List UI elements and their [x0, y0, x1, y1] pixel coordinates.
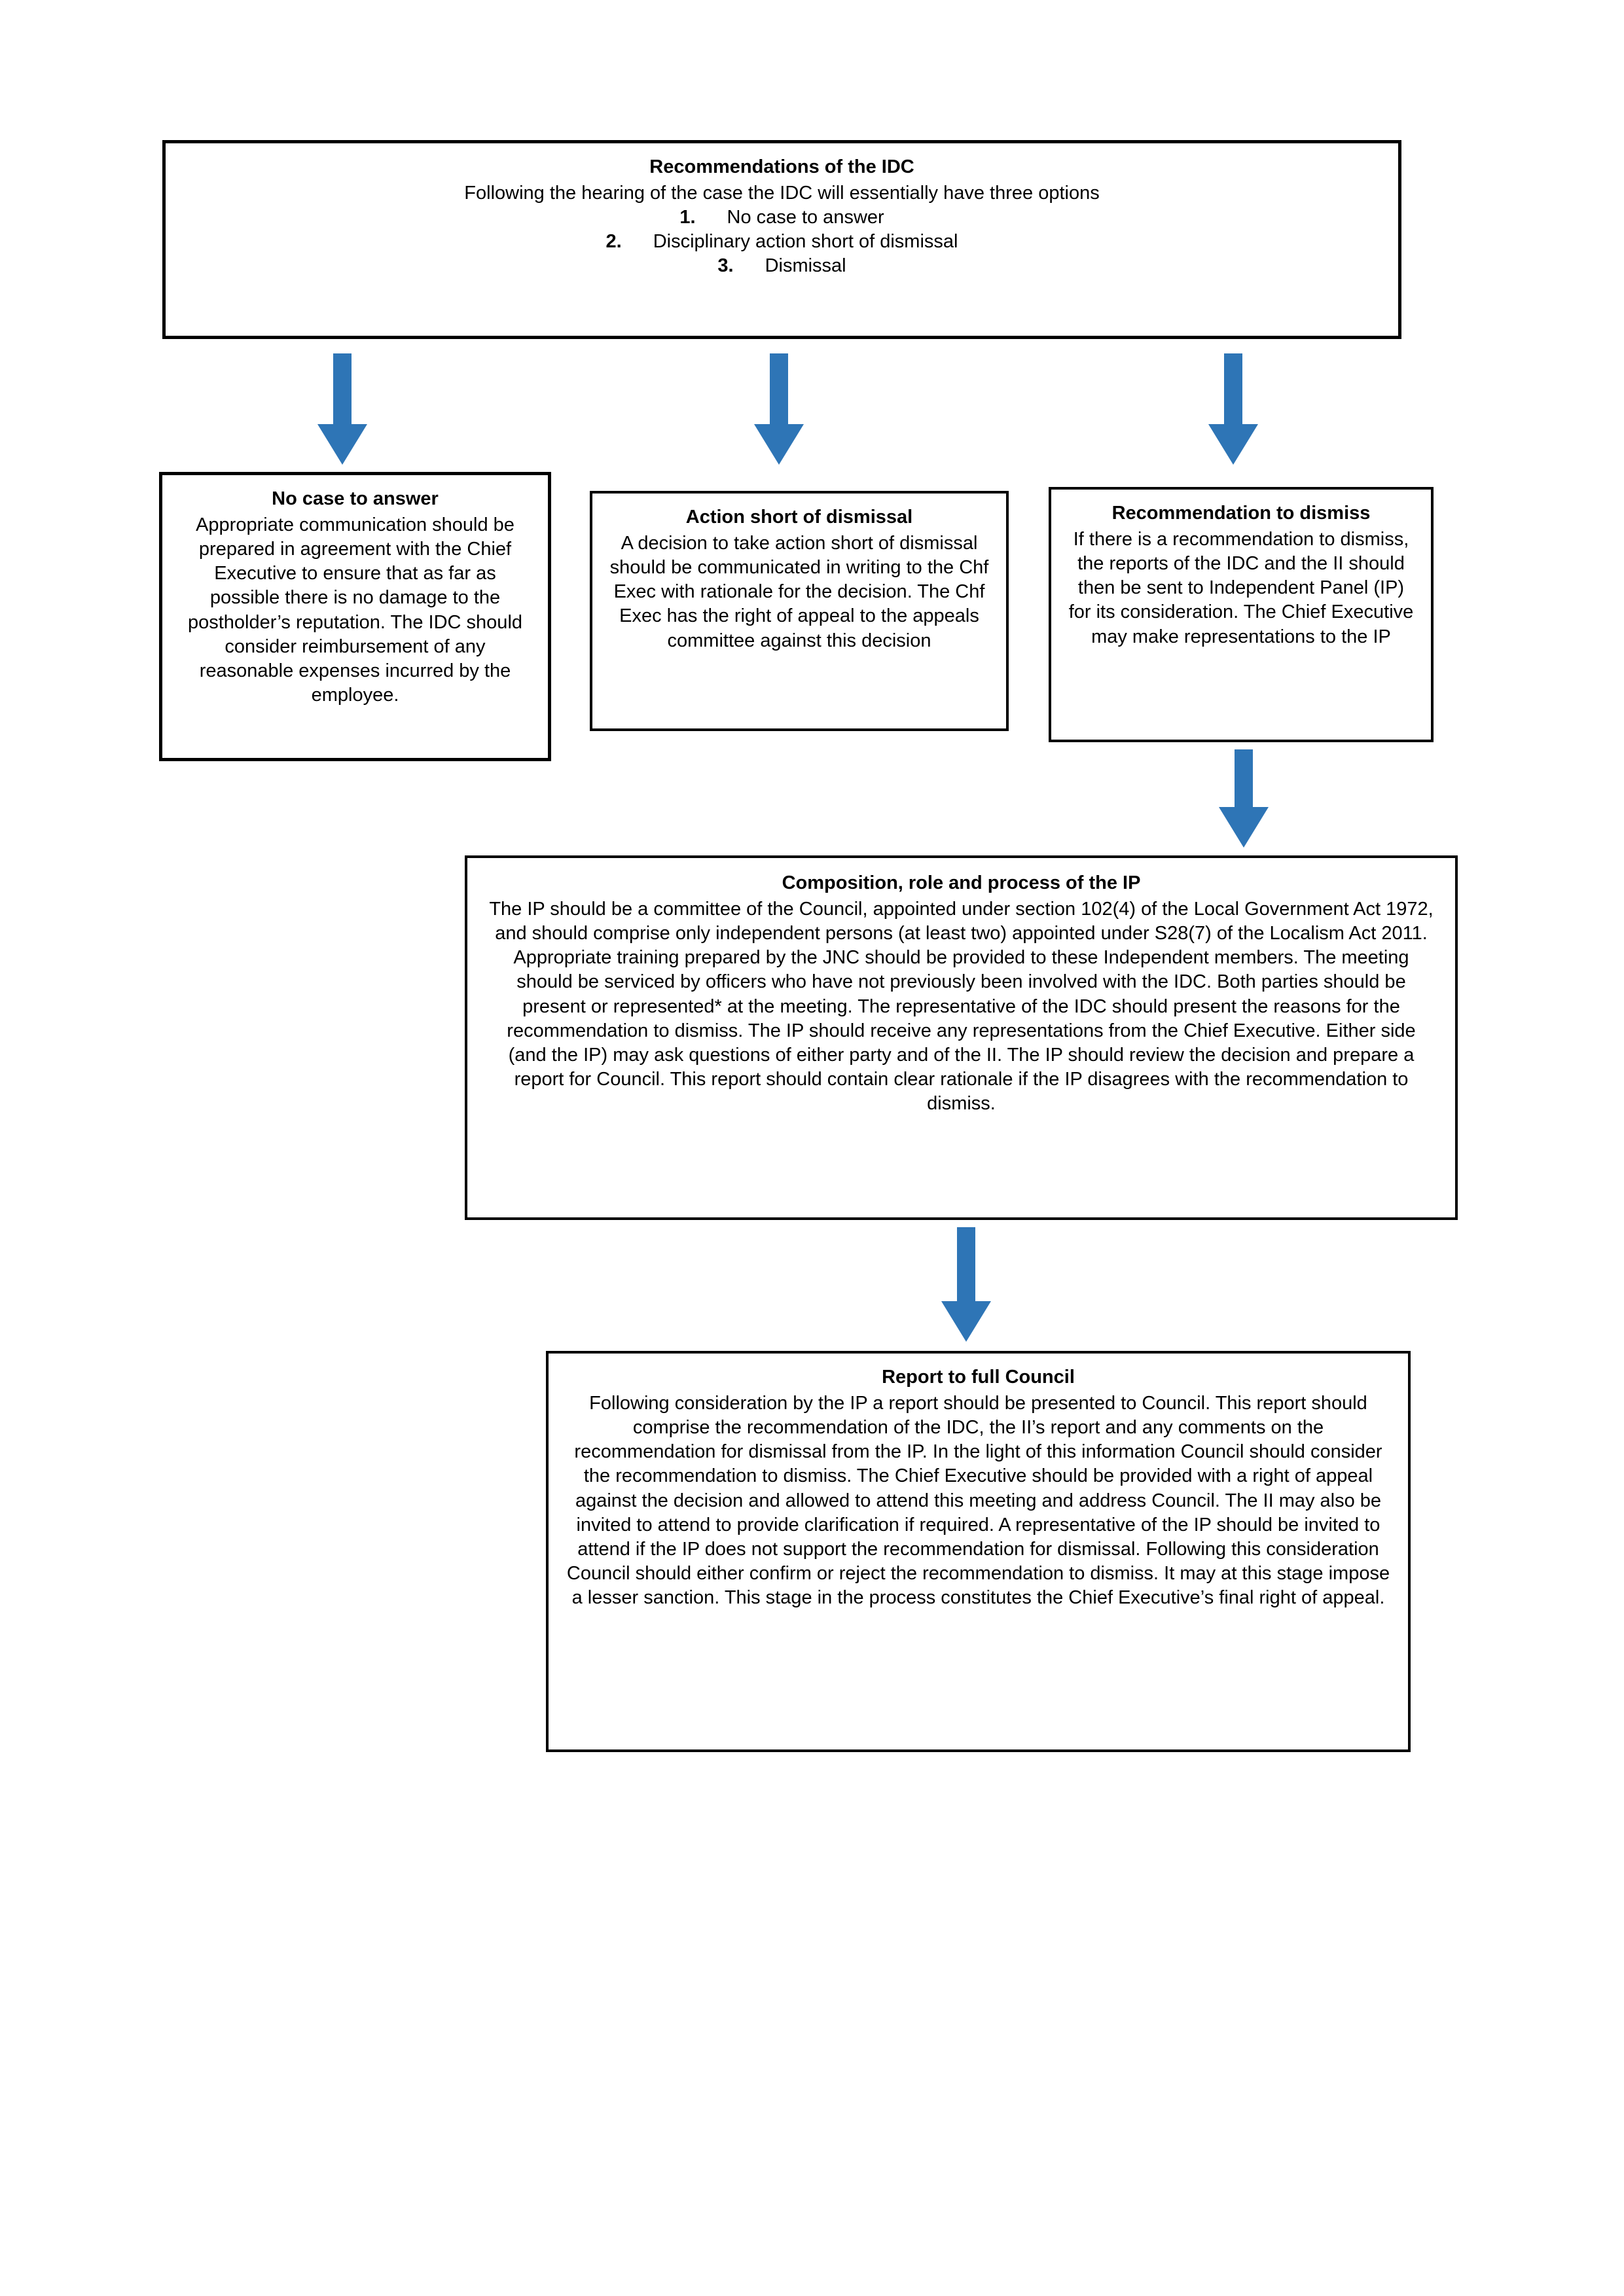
- box-body: Appropriate communication should be prepared in agreement with the Chief Executive to ensure that as far as possible there is no damage to the postholder’s reputation. The IDC should consider reimbursement of any reasonable expenses incurred by the employee.: [187, 514, 523, 706]
- box-body: Following consideration by the IP a report should be presented to Council. This report should comprise the recommendation of the IDC, the II’s report and any comments on the recommendation for dismissal from the IP. In the light of this information Council should consider the recommendation to dismiss. The Chief Executive should be provided with a right of appeal against the decision and allowed to attend this meeting and address Council. The II may also be invited to attend to provide clarification if required. A representative of the IP should be invited to attend if the IP does not support the recommendation for dismissal. Following this consideration Council should either confirm or reject the recommendation to dismiss. It may at this stage impose a lesser sanction. This stage in the process constitutes the Chief Executive’s final right of appeal.: [566, 1393, 1390, 1608]
- arrow-shaft: [957, 1227, 975, 1301]
- arrow-shaft: [333, 353, 352, 424]
- arrow-head: [317, 424, 367, 465]
- option-number: 1.: [679, 207, 696, 228]
- option-3: [183, 254, 1381, 278]
- box-no-case-to-answer: [159, 472, 551, 761]
- option-text: Dismissal: [765, 255, 846, 277]
- arrow-shaft: [1224, 353, 1242, 424]
- box-title: Recommendation to dismiss: [1111, 503, 1371, 524]
- box-intro: Following the hearing of the case the IDC will essentially have three options: [464, 183, 1100, 204]
- option-number: 3.: [717, 255, 734, 277]
- flow-arrow-to-no-case: [317, 353, 367, 465]
- arrow-head: [1208, 424, 1258, 465]
- flow-arrow-to-ip: [1219, 749, 1269, 848]
- flow-arrow-to-recommend-dismiss: [1208, 353, 1258, 465]
- arrow-head: [1219, 807, 1269, 848]
- option-text: No case to answer: [727, 207, 884, 228]
- flow-arrow-to-action-short: [754, 353, 804, 465]
- box-title: No case to answer: [272, 488, 439, 509]
- box-recommendations-idc: [162, 140, 1401, 339]
- option-number: 2.: [605, 231, 622, 253]
- flow-arrow-to-council: [941, 1227, 991, 1342]
- option-1: [183, 206, 1381, 230]
- box-ip-composition: [465, 855, 1458, 1220]
- box-title: Report to full Council: [882, 1367, 1075, 1388]
- box-recommendation-to-dismiss: [1049, 487, 1434, 742]
- arrow-head: [941, 1301, 991, 1342]
- box-title: Action short of dismissal: [685, 507, 913, 528]
- box-action-short-of-dismissal: [590, 491, 1009, 731]
- box-title: Recommendations of the IDC: [649, 156, 914, 177]
- option-text: Disciplinary action short of dismissal: [653, 231, 958, 253]
- option-2: [183, 230, 1381, 254]
- arrow-shaft: [1235, 749, 1253, 807]
- arrow-head: [754, 424, 804, 465]
- box-body: If there is a recommendation to dismiss, the reports of the IDC and the II should then be sent to Independent Panel (IP) for its consideration. The Chief Executive may make representations to the IP: [1068, 529, 1414, 647]
- arrow-shaft: [770, 353, 788, 424]
- box-body: The IP should be a committee of the Council, appointed under section 102(4) of the Local Government Act 1972, and should comprise only independent persons (at least two) appointed under S28(7) of the Localism Act 2011. Appropriate training prepared by the JNC should be provided to these Independent members. The meeting should be serviced by officers who have not previously been involved with the IDC. Both parties should be present or represented* at the meeting. The representative of the IDC should present the reasons for the recommendation to dismiss. The IP should receive any representations from the Chief Executive. Either side (and the IP) may ask questions of either party and of the II. The IP should review the decision and prepare a report for Council. This report should contain clear rationale if the IP disagrees with the recommendation to dismiss.: [489, 899, 1434, 1114]
- box-report-to-full-council: [546, 1351, 1411, 1752]
- box-body: A decision to take action short of dismissal should be communicated in writing to the Chf Exec with rationale for the decision. The Chf Exec has the right of appeal to the appeals committee against this decision: [609, 533, 989, 651]
- box-title: Composition, role and process of the IP: [782, 872, 1141, 893]
